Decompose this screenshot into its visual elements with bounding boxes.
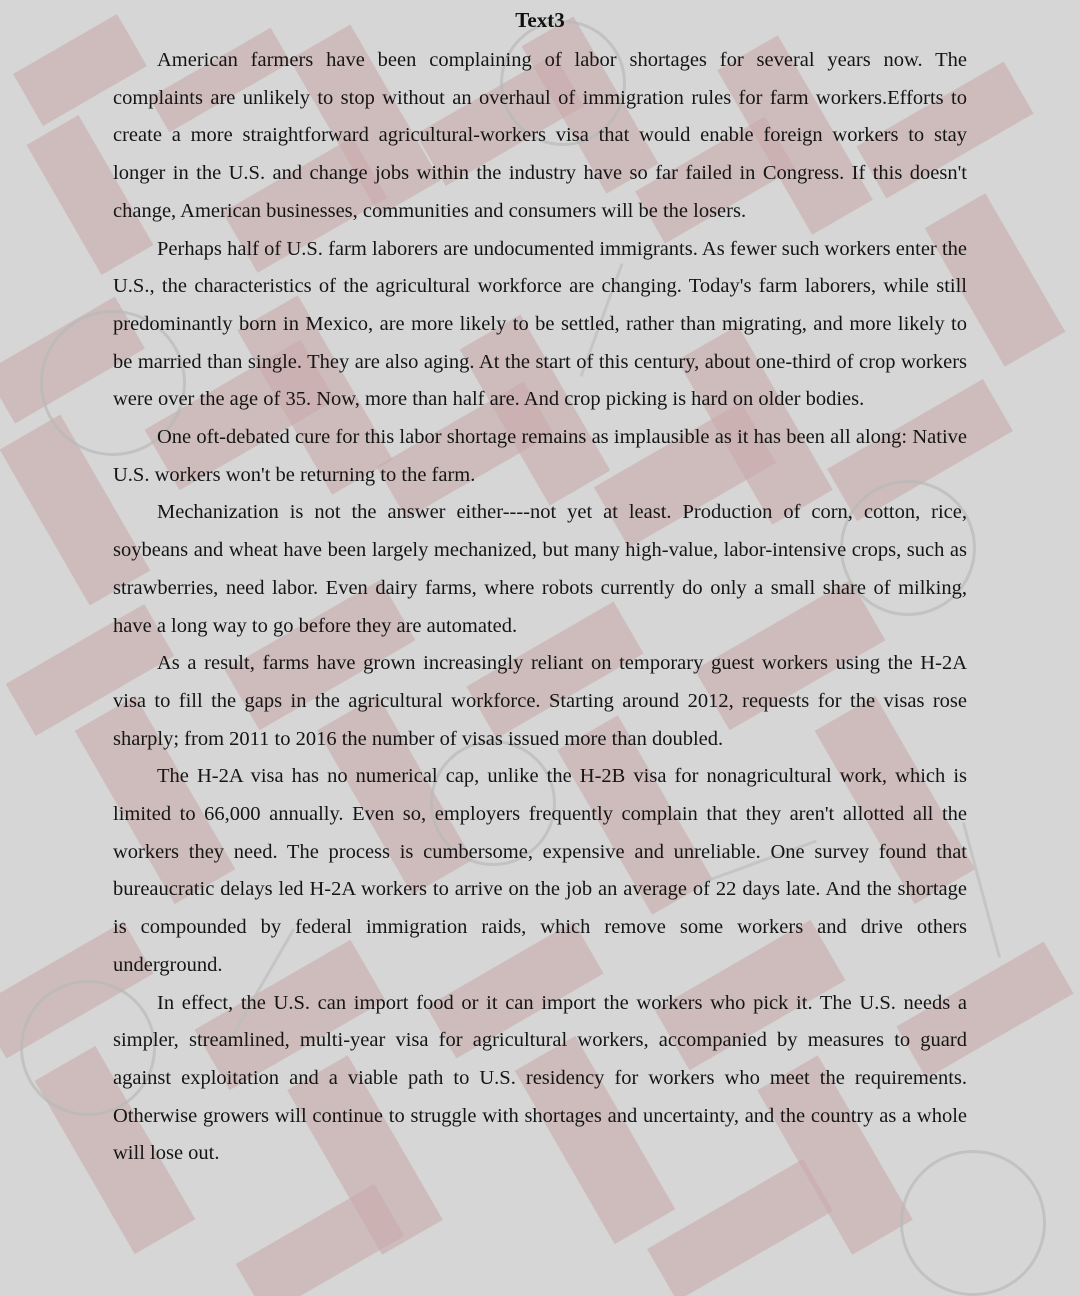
paragraph: In effect, the U.S. can import food or it can import the workers who pick it. The U.S. needs a simpler, streamlined, multi-year visa for agricultural workers, accompanied by measures to guard against exploitation and a viable path to U.S. residency for workers who meet the requirements. Otherwise growers will continue to struggle with shortages and uncertainty, and the country as a whole will lose out. [113, 991, 967, 1165]
paragraph: One oft-debated cure for this labor shortage remains as implausible as it has been all along: Native U.S. workers won't be returning to the farm. [113, 426, 967, 486]
paragraph: As a result, farms have grown increasingly reliant on temporary guest workers using the H-2A visa to fill the gaps in the agricultural workforce. Starting around 2012, requests for the visas rose sharply; from 2011 to 2016 the number of visas issued more than doubled. [113, 652, 967, 750]
page-title: Text3 [515, 8, 565, 32]
paragraph: American farmers have been complaining of labor shortages for several years now. The complaints are unlikely to stop without an overhaul of immigration rules for farm workers.Efforts to create a more straightforward agricultural-workers visa that would enable foreign workers to stay longer in the U.S. and change jobs within the industry have so far failed in Congress. If this doesn't change, American businesses, communities and consumers will be the losers. [113, 49, 967, 222]
paragraph: Mechanization is not the answer either----not yet at least. Production of corn, cotton, rice, soybeans and wheat have been largely mechanized, but many high-value, labor-intensive crops, such as strawberries, need labor. Even dairy farms, where robots currently do only a small share of milking, have a long way to go before they are automated. [113, 501, 967, 637]
paragraph: Perhaps half of U.S. farm laborers are undocumented immigrants. As fewer such workers enter the U.S., the characteristics of the agricultural workforce are changing. Today's farm laborers, while still predominantly born in Mexico, are more likely to be settled, rather than migrating, and more likely to be married than single. They are also aging. At the start of this century, about one-third of crop workers were over the age of 35. Now, more than half are. And crop picking is hard on older bodies. [113, 237, 967, 411]
article-body [113, 42, 967, 1173]
paragraph: The H-2A visa has no numerical cap, unlike the H-2B visa for nonagricultural work, which is limited to 66,000 annually. Even so, employers frequently complain that they aren't allotted all the workers they need. The process is cumbersome, expensive and unreliable. One survey found that bureaucratic delays led H-2A workers to arrive on the job an average of 22 days late. And the shortage is compounded by federal immigration raids, which remove some workers and drive others underground. [113, 765, 967, 976]
